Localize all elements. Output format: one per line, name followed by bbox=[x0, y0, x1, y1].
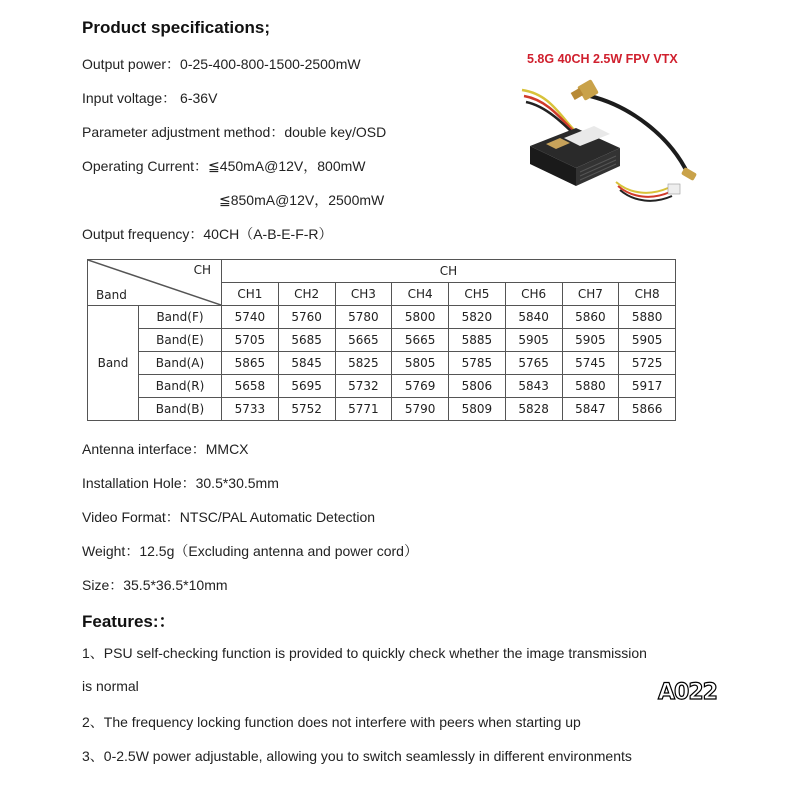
parameter-adjustment-line: Parameter adjustment method：double key/OSD bbox=[82, 124, 387, 140]
operating-current-line-2: ≦850mA@12V，2500mW bbox=[219, 192, 385, 208]
frequency-cell: 5880 bbox=[619, 306, 676, 329]
features-heading: Features:： bbox=[82, 612, 176, 631]
specifications-heading: Product specifications; bbox=[82, 18, 270, 37]
size-line: Size：35.5*36.5*10mm bbox=[82, 577, 228, 593]
frequency-cell: 5790 bbox=[392, 398, 449, 421]
channel-header: CH7 bbox=[562, 283, 619, 306]
frequency-cell: 5658 bbox=[222, 375, 279, 398]
frequency-cell: 5866 bbox=[619, 398, 676, 421]
channel-header: CH4 bbox=[392, 283, 449, 306]
frequency-cell: 5745 bbox=[562, 352, 619, 375]
frequency-cell: 5880 bbox=[562, 375, 619, 398]
installation-hole-line: Installation Hole：30.5*30.5mm bbox=[82, 475, 279, 491]
feature-item-1: 1、PSU self-checking function is provided to quickly check whether the image transmission bbox=[82, 645, 647, 661]
frequency-cell: 5752 bbox=[278, 398, 335, 421]
frequency-table bbox=[87, 259, 676, 421]
input-voltage-line: Input voltage： 6-36V bbox=[82, 90, 218, 106]
antenna-interface-line: Antenna interface：MMCX bbox=[82, 441, 249, 457]
operating-current-line: Operating Current：≦450mA@12V，800mW bbox=[82, 158, 366, 174]
band-name: Band(B) bbox=[139, 398, 222, 421]
frequency-cell: 5840 bbox=[505, 306, 562, 329]
frequency-cell: 5732 bbox=[335, 375, 392, 398]
output-frequency-line: Output frequency：40CH（A-B-E-F-R） bbox=[82, 226, 333, 242]
channel-header: CH5 bbox=[449, 283, 506, 306]
corner-band-label: Band bbox=[96, 288, 127, 302]
frequency-cell: 5825 bbox=[335, 352, 392, 375]
frequency-cell: 5885 bbox=[449, 329, 506, 352]
frequency-cell: 5809 bbox=[449, 398, 506, 421]
band-name: Band(E) bbox=[139, 329, 222, 352]
frequency-cell: 5800 bbox=[392, 306, 449, 329]
feature-item-1-continued: is normal bbox=[82, 678, 139, 694]
channel-header: CH2 bbox=[278, 283, 335, 306]
table-row bbox=[88, 375, 676, 398]
frequency-cell: 5685 bbox=[278, 329, 335, 352]
corner-ch-label: CH bbox=[193, 263, 211, 277]
frequency-cell: 5828 bbox=[505, 398, 562, 421]
video-format-line: Video Format：NTSC/PAL Automatic Detection bbox=[82, 509, 376, 525]
output-power-line: Output power：0-25-400-800-1500-2500mW bbox=[82, 56, 361, 72]
band-name: Band(R) bbox=[139, 375, 222, 398]
band-group-label: Band bbox=[88, 306, 139, 421]
table-row bbox=[88, 352, 676, 375]
band-name: Band(F) bbox=[139, 306, 222, 329]
table-row bbox=[88, 329, 676, 352]
frequency-cell: 5665 bbox=[335, 329, 392, 352]
vtx-product-image bbox=[520, 76, 720, 206]
table-row bbox=[88, 306, 676, 329]
table-row bbox=[88, 398, 676, 421]
frequency-cell: 5806 bbox=[449, 375, 506, 398]
channel-header: CH3 bbox=[335, 283, 392, 306]
watermark-label: A022 bbox=[658, 680, 717, 705]
frequency-cell: 5771 bbox=[335, 398, 392, 421]
frequency-cell: 5917 bbox=[619, 375, 676, 398]
frequency-cell: 5765 bbox=[505, 352, 562, 375]
frequency-cell: 5843 bbox=[505, 375, 562, 398]
frequency-cell: 5845 bbox=[278, 352, 335, 375]
frequency-cell: 5847 bbox=[562, 398, 619, 421]
channel-header: CH1 bbox=[222, 283, 279, 306]
frequency-cell: 5905 bbox=[505, 329, 562, 352]
weight-line: Weight：12.5g（Excluding antenna and power cord） bbox=[82, 543, 418, 559]
frequency-cell: 5760 bbox=[278, 306, 335, 329]
frequency-cell: 5780 bbox=[335, 306, 392, 329]
frequency-cell: 5740 bbox=[222, 306, 279, 329]
ch-group-header: CH bbox=[222, 260, 676, 283]
feature-item-2: 2、The frequency locking function does not interfere with peers when starting up bbox=[82, 714, 581, 730]
frequency-cell: 5695 bbox=[278, 375, 335, 398]
feature-item-3: 3、0-2.5W power adjustable, allowing you to switch seamlessly in different environments bbox=[82, 748, 632, 764]
frequency-cell: 5705 bbox=[222, 329, 279, 352]
band-name: Band(A) bbox=[139, 352, 222, 375]
frequency-cell: 5805 bbox=[392, 352, 449, 375]
frequency-cell: 5865 bbox=[222, 352, 279, 375]
product-caption: 5.8G 40CH 2.5W FPV VTX bbox=[527, 52, 678, 66]
table-corner-cell bbox=[88, 260, 222, 306]
frequency-cell: 5665 bbox=[392, 329, 449, 352]
frequency-cell: 5785 bbox=[449, 352, 506, 375]
frequency-cell: 5769 bbox=[392, 375, 449, 398]
frequency-cell: 5905 bbox=[562, 329, 619, 352]
frequency-cell: 5733 bbox=[222, 398, 279, 421]
frequency-cell: 5820 bbox=[449, 306, 506, 329]
frequency-cell: 5725 bbox=[619, 352, 676, 375]
frequency-cell: 5860 bbox=[562, 306, 619, 329]
frequency-cell: 5905 bbox=[619, 329, 676, 352]
channel-header: CH8 bbox=[619, 283, 676, 306]
channel-header: CH6 bbox=[505, 283, 562, 306]
